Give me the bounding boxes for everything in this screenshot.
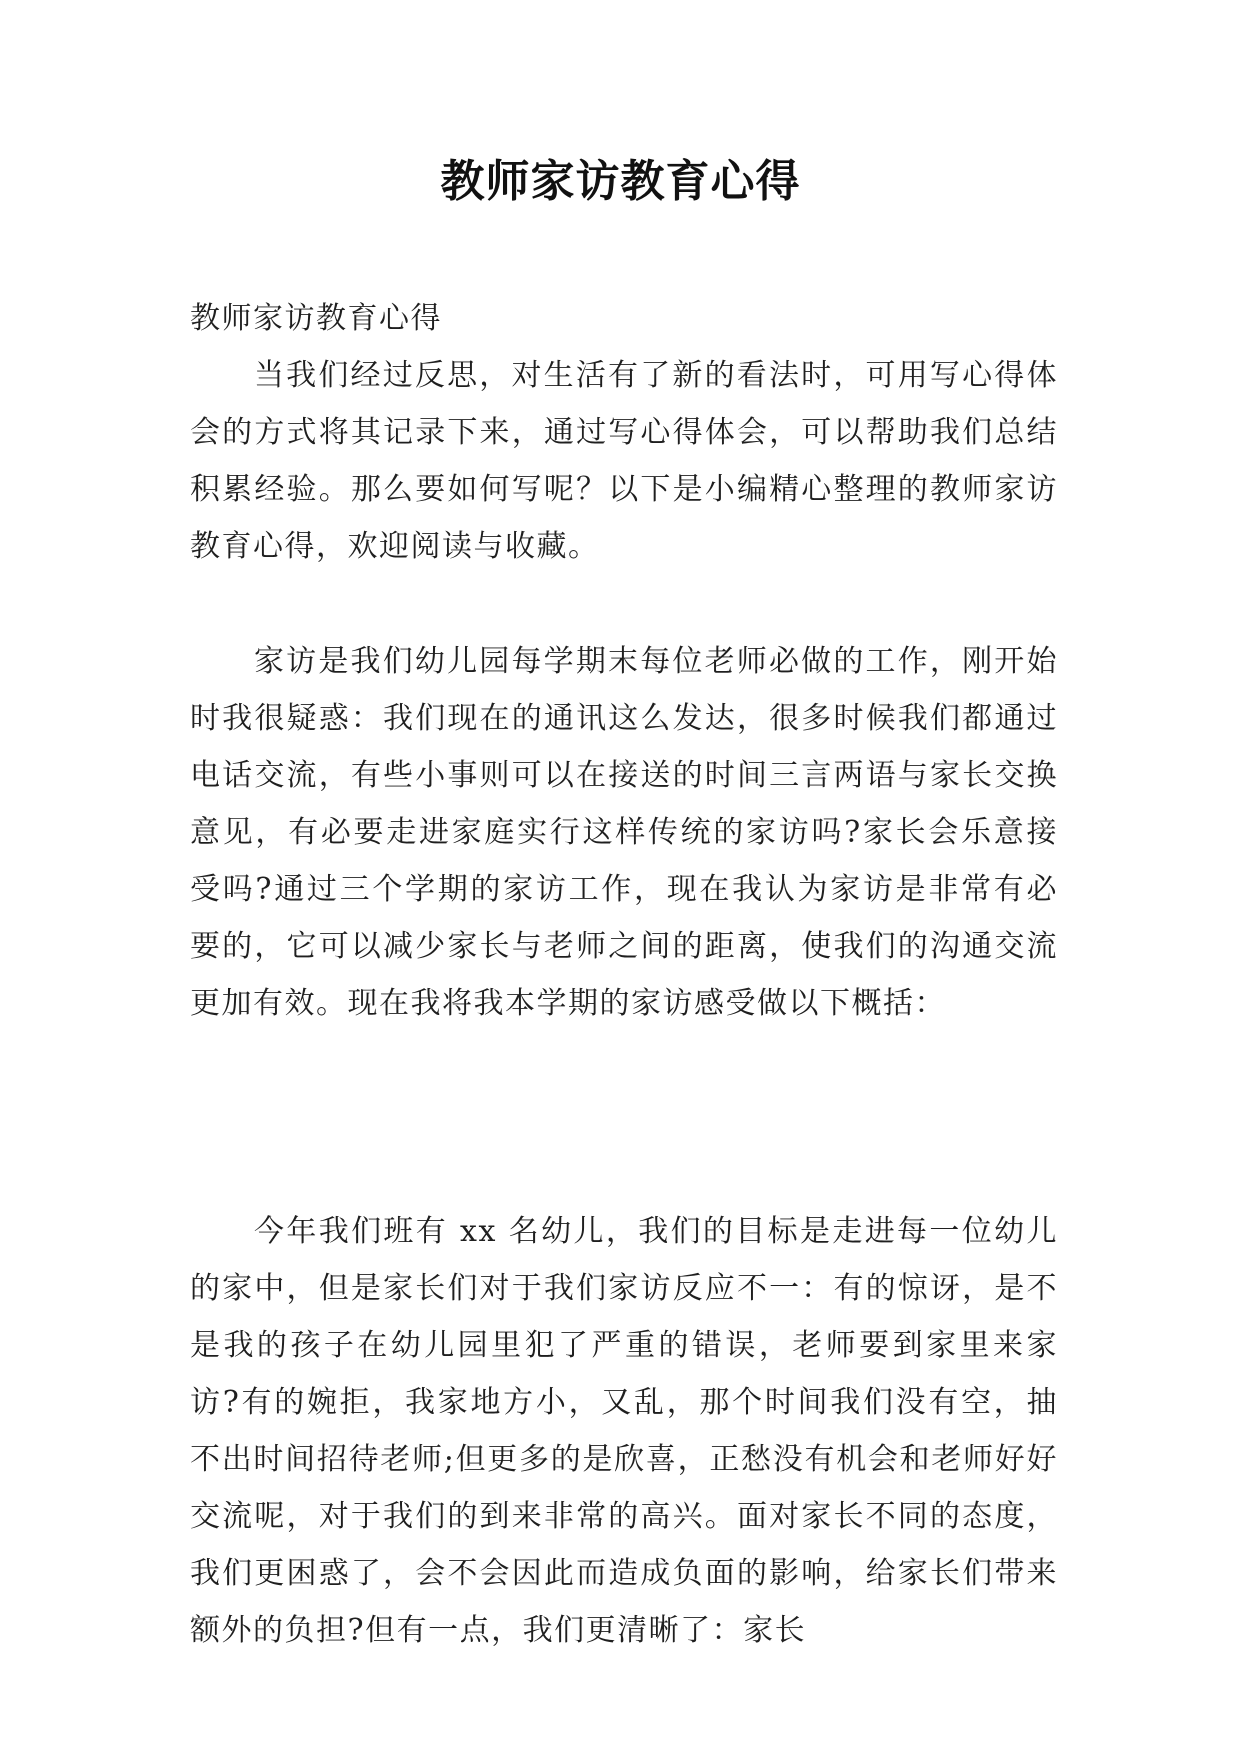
paragraph-parent-reactions: 今年我们班有 xx 名幼儿，我们的目标是走进每一位幼儿的家中，但是家长们对于我们家访反应不一：有的惊讶，是不是我的孩子在幼儿园里犯了严重的错误，老师要到家里来家访?有的婉拒，我家地方小，又乱，那个时间我们没有空，抽不出时间招待老师;但更多的是欣喜，正愁没有机会和老师好好交流呢，对于我们的到来非常的高兴。面对家长不同的态度，我们更困惑了，会不会因此而造成负面的影响，给家长们带来额外的负担?但有一点，我们更清晰了：家长 — [190, 1214, 1058, 1648]
document-title: 教师家访教育心得 — [440, 156, 801, 207]
document-subtitle: 教师家访教育心得 — [190, 301, 442, 336]
paragraph-intro: 当我们经过反思，对生活有了新的看法时，可用写心得体会的方式将其记录下来，通过写心得体会，可以帮助我们总结积累经验。那么要如何写呢？以下是小编精心整理的教师家访教育心得，欢迎阅读与收藏。 — [190, 358, 1058, 564]
paragraph-home-visit-purpose: 家访是我们幼儿园每学期末每位老师必做的工作，刚开始时我很疑惑：我们现在的通讯这么发达，很多时候我们都通过电话交流，有些小事则可以在接送的时间三言两语与家长交换意见，有必要走进家庭实行这样传统的家访吗?家长会乐意接受吗?通过三个学期的家访工作，现在我认为家访是非常有必要的，它可以减少家长与老师之间的距离，使我们的沟通交流更加有效。现在我将我本学期的家访感受做以下概括： — [190, 644, 1058, 1021]
